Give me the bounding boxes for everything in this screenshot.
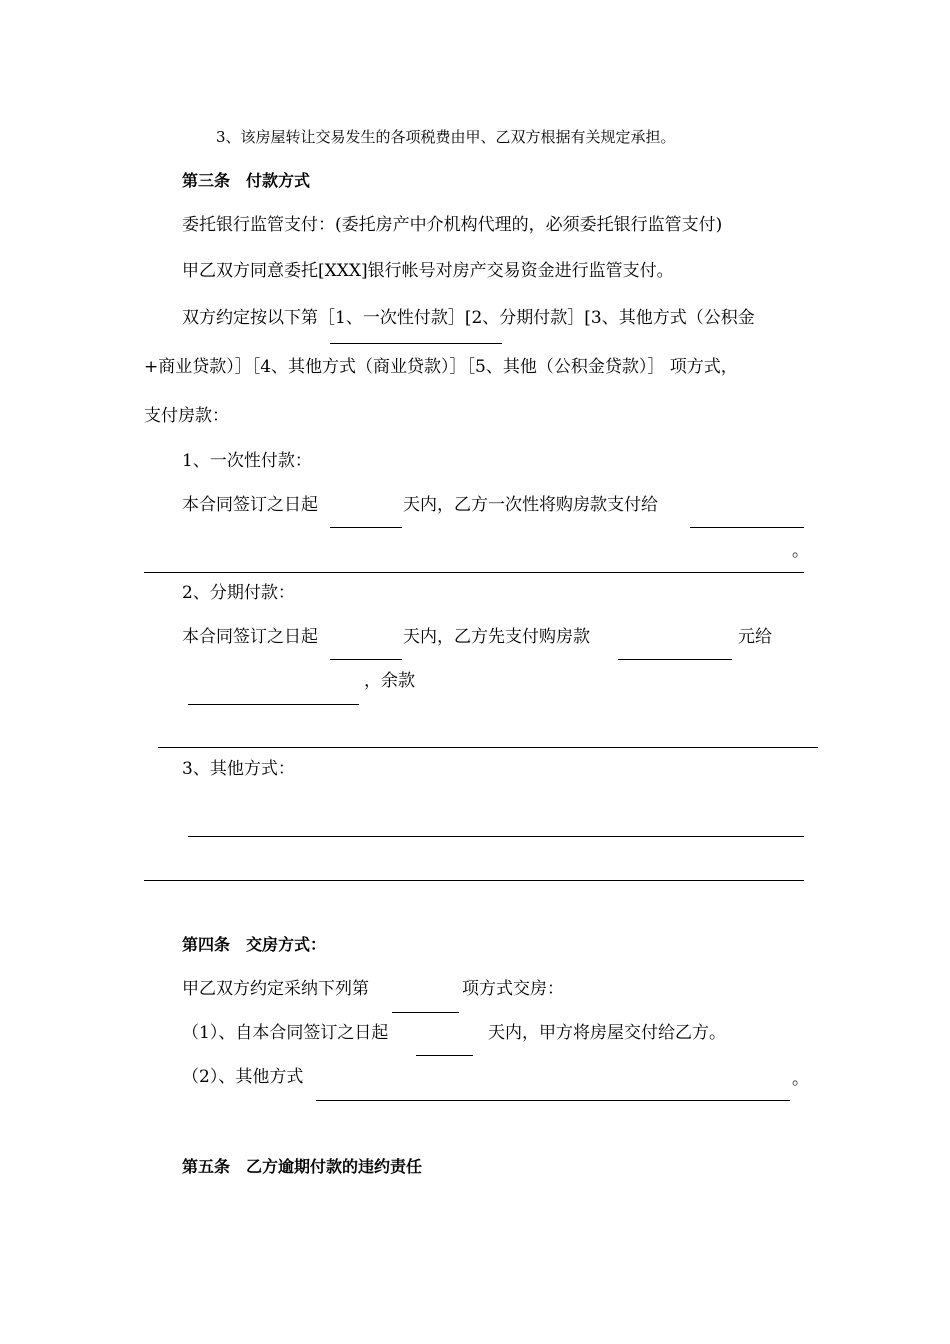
delivery-other-blank (316, 1100, 790, 1101)
installment-title: 2、分期付款： (182, 583, 295, 603)
tax-clause: 3、该房屋转让交易发生的各项税费由甲、乙双方根据有关规定承担。 (216, 128, 676, 146)
delivery-intro-a: 甲乙双方约定采纳下列第 (182, 979, 369, 999)
payment-methods-line2: +商业贷款）］［4、其他方式（商业贷款）］［5、其他（公积金贷款）］ 项方式， (144, 357, 738, 377)
delivery-option1-a: （1）、自本合同签订之日起 (182, 1023, 389, 1043)
delivery-option-blank (392, 1012, 459, 1013)
payment-methods-line3: 支付房款： (144, 406, 229, 426)
installment-text-c: 元给 (738, 627, 772, 647)
installment-payee-blank (188, 704, 359, 705)
lump-sum-text-a: 本合同签订之日起 (182, 495, 318, 515)
installment-text-d: ，余款 (364, 671, 415, 691)
article3-heading: 第三条 付款方式 (182, 171, 311, 190)
installment-text-b: 天内，乙方先支付购房款 (403, 627, 590, 647)
lump-sum-line-blank (144, 572, 804, 573)
lump-sum-payee-blank (690, 527, 804, 528)
lump-sum-days-blank (330, 527, 402, 528)
lump-sum-title: 1、一次性付款： (182, 451, 312, 471)
methods-underline (330, 343, 502, 344)
lump-sum-end: 。 (792, 541, 809, 561)
article5-heading: 第五条 乙方逾期付款的违约责任 (182, 1157, 423, 1176)
delivery-days-blank (416, 1055, 473, 1056)
installment-remainder-blank (158, 747, 818, 748)
payment-methods-line1: 双方约定按以下第［1、一次性付款］[2、分期付款］[3、其他方式（公积金 (182, 308, 755, 328)
installment-amount-blank (618, 659, 732, 660)
delivery-option1-b: 天内，甲方将房屋交付给乙方。 (488, 1023, 726, 1043)
lump-sum-text-b: 天内，乙方一次性将购房款支付给 (403, 495, 658, 515)
other-method-title: 3、其他方式： (182, 759, 295, 779)
other-method-blank-1 (188, 836, 804, 837)
agreement-text: 甲乙双方同意委托[XXX]银行帐号对房产交易资金进行监管支付。 (182, 261, 674, 281)
delivery-option2-end: 。 (792, 1069, 809, 1089)
delivery-intro-b: 项方式交房： (462, 979, 564, 999)
other-method-blank-2 (144, 880, 804, 881)
delivery-option2-a: （2）、其他方式 (182, 1067, 304, 1087)
installment-text-a: 本合同签订之日起 (182, 627, 318, 647)
installment-days-blank (330, 659, 402, 660)
bank-supervision-text: 委托银行监管支付：(委托房产中介机构代理的，必须委托银行监管支付) (182, 215, 723, 235)
article4-heading: 第四条 交房方式： (182, 935, 327, 954)
